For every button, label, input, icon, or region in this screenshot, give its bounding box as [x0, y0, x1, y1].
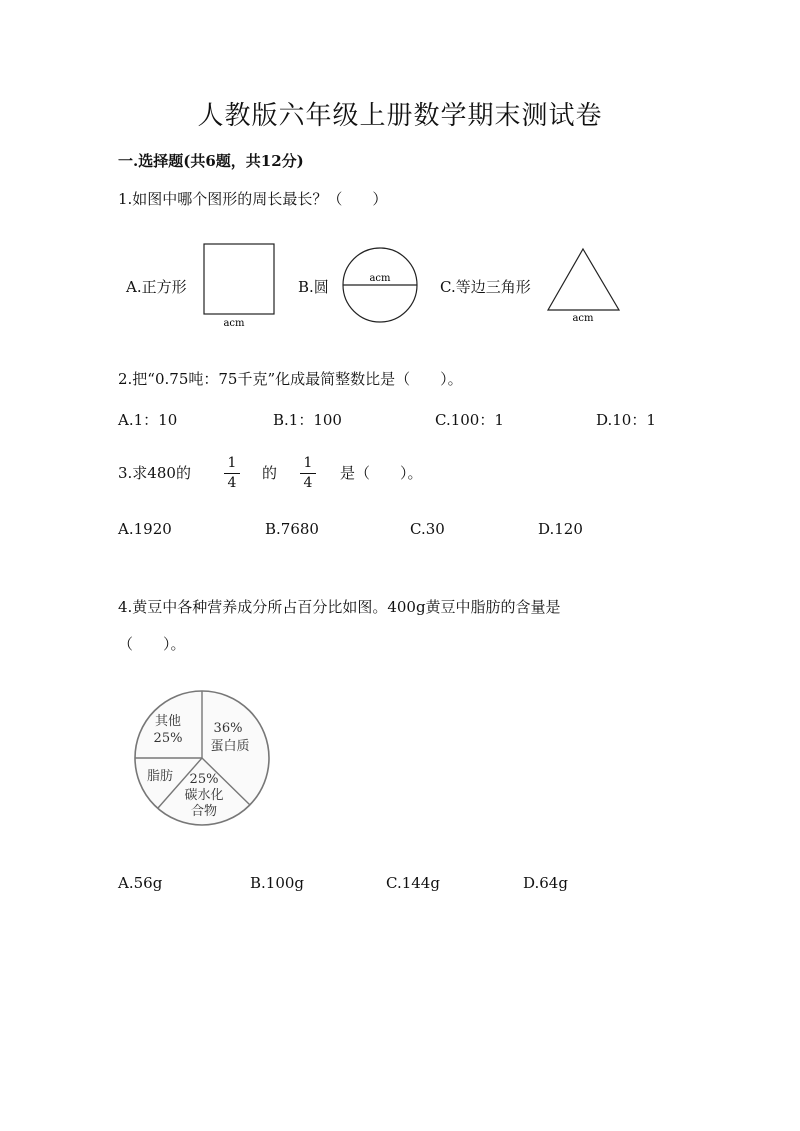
- q3-option-b: B.7680: [265, 520, 319, 538]
- q3-option-a: A.1920: [118, 520, 172, 538]
- question-2-stem: 2.把“0.75吨：75千克”化成最简整数比是（ ）。: [118, 370, 463, 388]
- q4-option-a: A.56g: [118, 874, 163, 892]
- q3-fraction-1-denominator: 4: [227, 475, 237, 491]
- q4-option-d: D.64g: [523, 874, 568, 892]
- q2-option-a: A.1：10: [118, 411, 178, 429]
- pie-label-protein-pct: 36%: [213, 721, 243, 736]
- question-3-prefix: 3.求480的: [118, 464, 191, 482]
- question-1-stem: 1.如图中哪个图形的周长最长？（ ）: [118, 190, 388, 208]
- pie-label-other-name: 其他: [154, 714, 182, 729]
- pie-label-fat-name: 脂肪: [146, 769, 174, 784]
- square-side-label: acm: [223, 318, 245, 329]
- q2-option-b: B.1：100: [273, 411, 342, 429]
- q3-option-d: D.120: [538, 520, 583, 538]
- circle-figure: [340, 245, 422, 327]
- section-heading: 一.选择题(共6题，共12分): [118, 152, 304, 170]
- square-shape: [204, 244, 274, 314]
- q1-option-b-label: B.圆: [298, 278, 329, 296]
- nutrition-pie-chart: [120, 686, 290, 830]
- page-title: 人教版六年级上册数学期末测试卷: [197, 101, 603, 131]
- pie-label-protein-name: 蛋白质: [210, 739, 250, 754]
- q3-fraction-1-numerator: 1: [227, 455, 237, 471]
- q3-fraction-2: [300, 455, 316, 492]
- pie-label-carb-name-1: 碳水化: [184, 788, 224, 803]
- question-3-middle: 的: [262, 464, 278, 482]
- triangle-shape: [548, 249, 619, 310]
- q3-fraction-2-denominator: 4: [303, 475, 313, 491]
- q3-fraction-1: [224, 455, 240, 492]
- question-3-suffix: 是（ ）。: [340, 464, 423, 482]
- q3-option-c: C.30: [410, 520, 445, 538]
- circle-diameter-label: acm: [369, 273, 391, 284]
- q4-option-c: C.144g: [386, 874, 440, 892]
- q2-option-c: C.100：1: [435, 411, 504, 429]
- triangle-figure: [545, 245, 625, 325]
- pie-label-carb-pct: 25%: [189, 772, 219, 787]
- q1-option-c-label: C.等边三角形: [440, 278, 531, 296]
- triangle-side-label: acm: [572, 313, 594, 324]
- q1-option-a-label: A.正方形: [126, 278, 187, 296]
- pie-label-carb-name-2: 合物: [190, 804, 218, 819]
- q4-option-b: B.100g: [250, 874, 305, 892]
- pie-label-other-pct: 25%: [153, 731, 183, 746]
- q3-fraction-2-numerator: 1: [303, 455, 313, 471]
- square-figure: [200, 240, 280, 332]
- q2-option-d: D.10：1: [596, 411, 656, 429]
- question-4-stem-line-1: 4.黄豆中各种营养成分所占百分比如图。400g黄豆中脂肪的含量是: [118, 598, 561, 616]
- question-4-stem-line-2: （ ）。: [118, 635, 186, 653]
